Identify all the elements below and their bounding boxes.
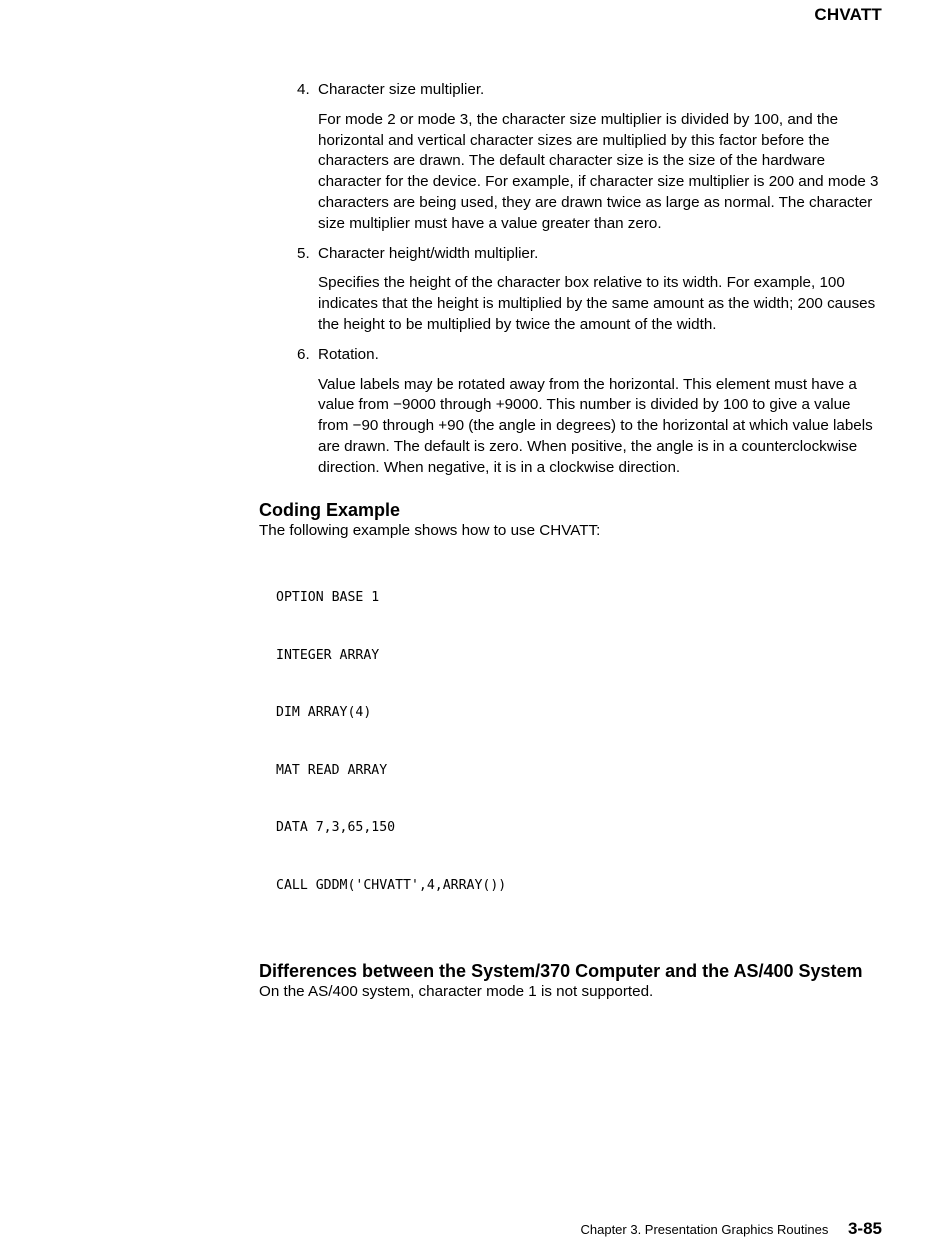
code-line: DATA 7,3,65,150 [276,820,396,836]
code-line: CALL GDDM('CHVATT',4,ARRAY()) [276,877,507,893]
list-item-number: 6. [297,345,310,363]
coding-example-intro: The following example shows how to use CHVATT: [259,521,601,539]
list-item-body: Value labels may be rotated away from the horizontal. This element must have a value from −9000 through +9000. This number is divided by 100 to give a value from −90 through +90 (the angle in degrees) to the horizontal at which value labels are drawn. The default is zero. When positive, the angle is in a counterclockwise direction. When negative, it is in a clockwise direction. [318,375,873,476]
footer-chapter: Chapter 3. Presentation Graphics Routines [580,1222,829,1237]
code-line: INTEGER ARRAY [276,647,380,663]
list-item-title: Character size multiplier. [318,81,485,98]
page-content [259,80,884,1002]
code-line: MAT READ ARRAY [276,762,388,778]
differences-text: On the AS/400 system, character mode 1 is not supported. [259,982,654,1000]
code-line: DIM ARRAY(4) [276,705,372,721]
page-footer [580,1219,882,1239]
list-item-number: 4. [297,81,310,98]
list-item-body: For mode 2 or mode 3, the character size multiplier is divided by 100, and the horizontal and vertical character sizes are multiplied by this factor before the characters are drawn. The default character size is the size of the hardware character for the device. For example, if character size multiplier is 200 and mode 3 characters are being used, they are drawn twice as large as normal. The character size multiplier must have a value greater than zero. [318,110,879,232]
running-head-title: CHVATT [814,5,882,24]
list-item-title: Character height/width multiplier. [318,244,539,262]
list-item-4 [259,80,884,235]
differences-section [259,961,884,1002]
list-item-heading [297,80,884,101]
page-number: 3-85 [847,1219,882,1238]
code-block [276,550,884,934]
list-item-heading [297,244,884,265]
coding-example-section [259,500,884,934]
list-item-6 [259,345,884,479]
coding-example-heading: Coding Example [259,499,401,520]
list-item-number: 5. [297,244,310,262]
list-item-body: Specifies the height of the character box relative to its width. For example, 100 indicates that the height is multiplied by the same amount as the width; 200 causes the height to be multiplied by twice the amount of the width. [318,274,876,333]
list-item-5 [259,244,884,336]
differences-heading: Differences between the System/370 Computer and the AS/400 System [259,960,863,981]
list-item-heading [297,345,884,366]
list-item-title: Rotation. [318,345,379,363]
code-line: OPTION BASE 1 [276,589,380,605]
